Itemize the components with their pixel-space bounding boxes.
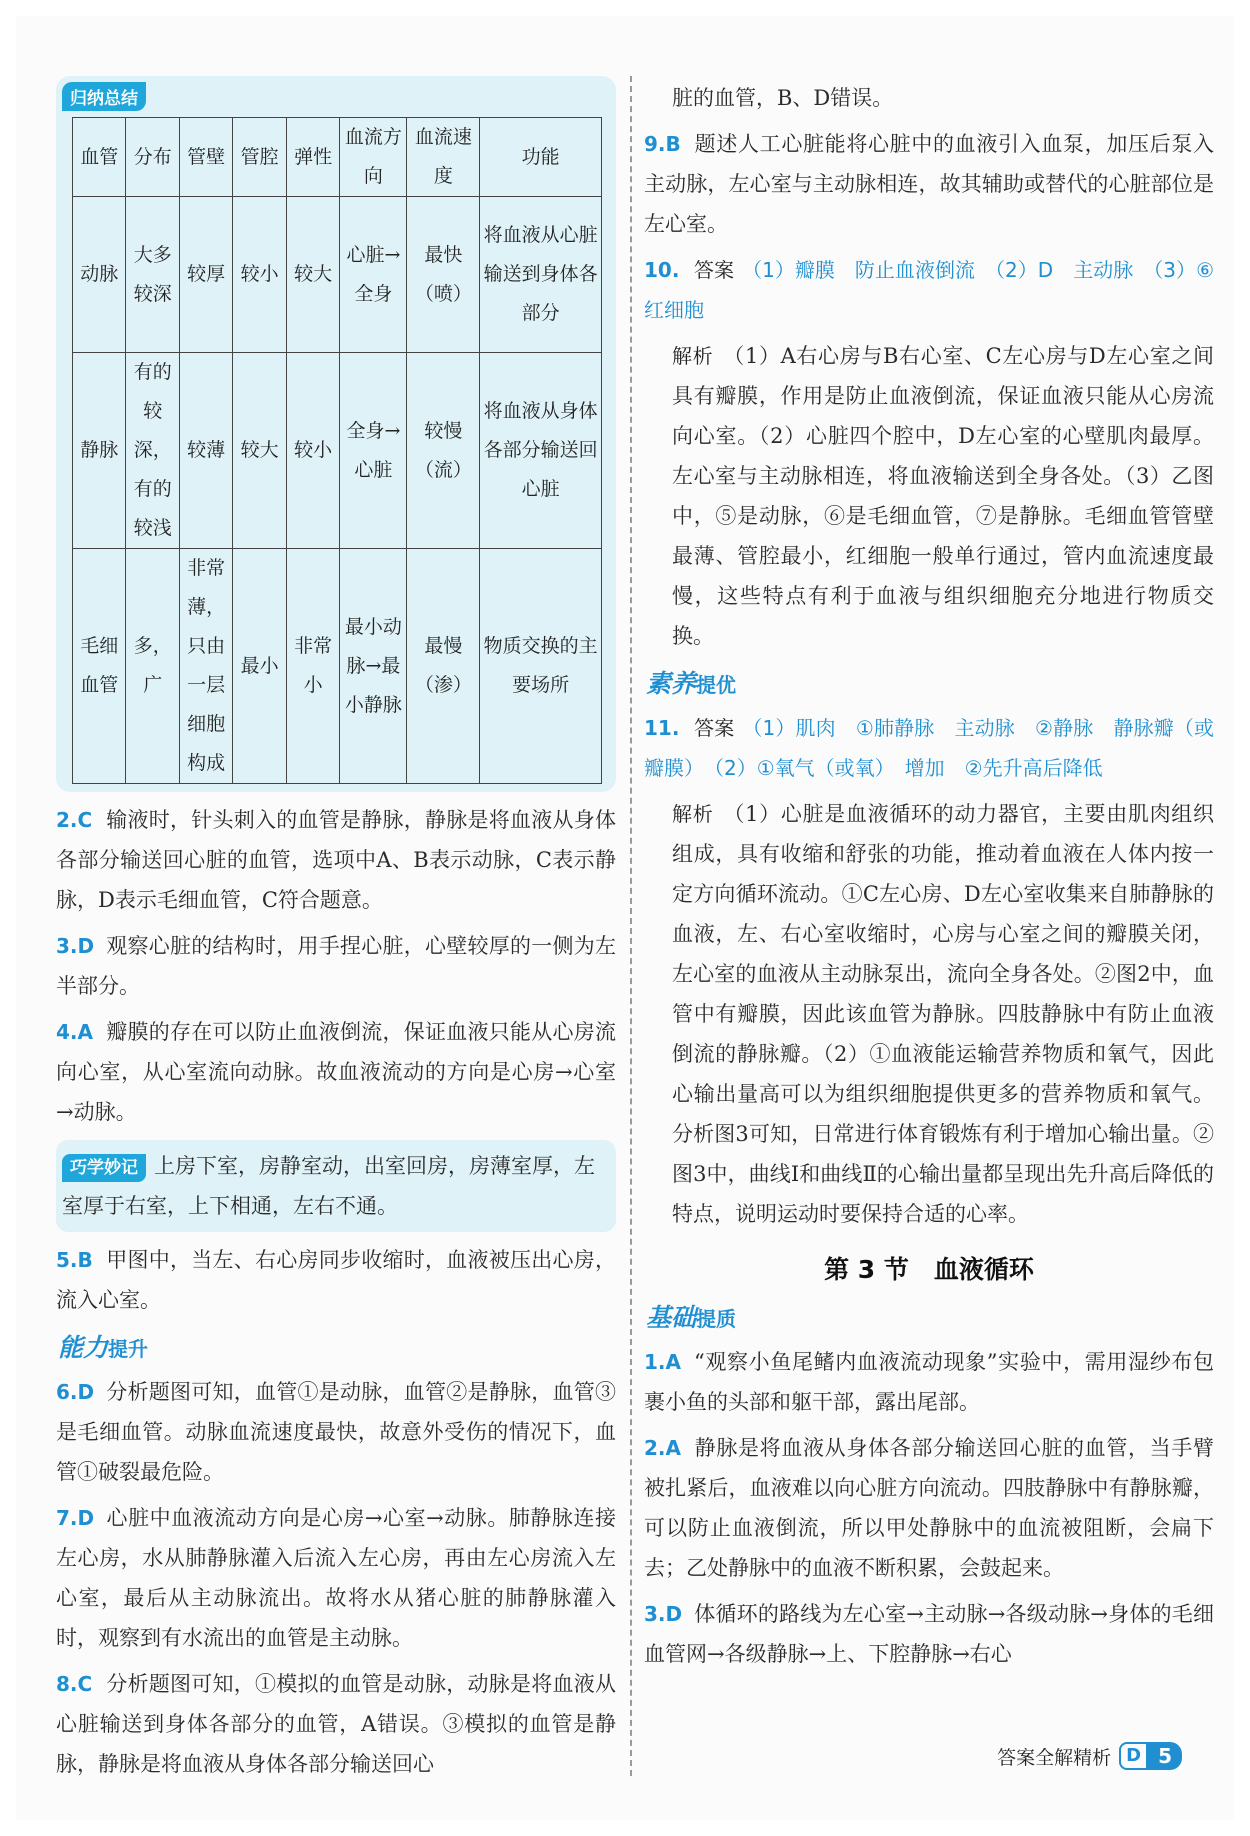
- table-header-cell: 血流方向: [340, 118, 407, 197]
- section-heading-literacy: [646, 664, 1214, 700]
- table-cell: 较小: [286, 353, 339, 549]
- table-cell: 较小: [233, 197, 286, 353]
- summary-tag: 归纳总结: [62, 82, 146, 111]
- memory-tip-text: 上房下室，房静室动，出室回房，房薄室厚，左室厚于右室，上下相通，左右不通。: [62, 1154, 595, 1218]
- memory-tip-box: [56, 1140, 616, 1232]
- table-cell: 较厚: [179, 197, 232, 353]
- table-cell: 动脉: [73, 197, 126, 353]
- table-row: [73, 197, 602, 353]
- page-number: 5: [1148, 1742, 1182, 1770]
- table-cell: 将血液从心脏输送到身体各部分: [480, 197, 602, 353]
- table-header-cell: 血管: [73, 118, 126, 197]
- table-row: [73, 353, 602, 549]
- table-header-cell: 弹性: [286, 118, 339, 197]
- analysis-11: [644, 794, 1214, 1234]
- page: [16, 16, 1234, 1820]
- table-cell: 最快（喷）: [407, 197, 480, 353]
- table-cell: 较大: [233, 353, 286, 549]
- footer-label: 答案全解精析: [997, 1746, 1112, 1769]
- answer-text: 静脉是将血液从身体各部分输送回心脏的血管，当手臂被扎紧后，血液难以向心脏方向流动。四肢静脉中有静脉瓣，可以防止血液倒流，所以甲处静脉中的血流被阻断，会扁下去；乙处静脉中的血液不断积累，会鼓起来。: [644, 1436, 1214, 1580]
- analysis-label: 解析: [672, 344, 714, 368]
- answer-label: 答案: [694, 258, 735, 282]
- table-header-cell: 功能: [480, 118, 602, 197]
- answer-number: 10.: [644, 258, 680, 282]
- table-cell: 非常薄，只由一层细胞构成: [179, 549, 232, 784]
- table-cell: 最慢（渗）: [407, 549, 480, 784]
- table-cell: 最小: [233, 549, 286, 784]
- table-row: [73, 549, 602, 784]
- summary-box: [56, 76, 616, 792]
- answer-text: “观察小鱼尾鳍内血液流动现象”实验中，需用湿纱布包裹小鱼的头部和躯干部，露出尾部。: [644, 1350, 1214, 1414]
- answer-number: 4.A: [56, 1020, 93, 1044]
- answer-number: 3.D: [56, 934, 95, 958]
- answer-number: 9.B: [644, 132, 681, 156]
- summary-table: [72, 117, 602, 784]
- answer-text: 甲图中，当左、右心房同步收缩时，血液被压出心房，流入心室。: [56, 1248, 616, 1312]
- table-cell: 最小动脉→最小静脉: [340, 549, 407, 784]
- table-cell: 多，广: [126, 549, 179, 784]
- answer-text: 题述人工心脏能将心脏中的血液引入血泵，加压后泵入主动脉，左心室与主动脉相连，故其辅助或替代的心脏部位是左心室。: [644, 132, 1214, 236]
- section-heading-main: 基础: [646, 1303, 697, 1332]
- table-cell: 毛细血管: [73, 549, 126, 784]
- answer-number: 7.D: [56, 1506, 95, 1530]
- continued-text: 脏的血管，B、D错误。: [672, 86, 894, 110]
- answer-number: 1.A: [644, 1350, 681, 1374]
- answer-number: 2.A: [644, 1436, 681, 1460]
- table-cell: 物质交换的主要场所: [480, 549, 602, 784]
- answer-item: [56, 1664, 616, 1784]
- table-header-cell: 血流速度: [407, 118, 480, 197]
- answer-label: 答案: [694, 716, 735, 740]
- memory-tip-tag: 巧学妙记: [62, 1154, 146, 1182]
- answer-value: （1）瓣膜 防止血液倒流 （2）D 主动脉 （3）⑥ 红细胞: [644, 258, 1234, 322]
- column-divider: [630, 76, 632, 1776]
- answer-text: 分析题图可知，血管①是动脉，血管②是静脉，血管③是毛细血管。动脉血流速度最快，故意外受伤的情况下，血管①破裂最危险。: [56, 1380, 616, 1484]
- answer-item: [56, 1240, 616, 1320]
- answer-text: 分析题图可知，①模拟的血管是动脉，动脉是将血液从心脏输送到身体各部分的血管，A错误。③模拟的血管是静脉，静脉是将血液从身体各部分输送回心: [56, 1672, 616, 1776]
- answer-number: 8.C: [56, 1672, 93, 1696]
- table-header-cell: 分布: [126, 118, 179, 197]
- analysis-10: [644, 336, 1214, 656]
- section-heading-sub: 提优: [696, 673, 737, 697]
- answer-text: 观察心脏的结构时，用手捏心脏，心壁较厚的一侧为左半部分。: [56, 934, 616, 998]
- table-cell: 全身→心脏: [340, 353, 407, 549]
- analysis-text: （1）心脏是血液循环的动力器官，主要由肌肉组织组成，具有收缩和舒张的功能，推动着血液在人体内按一定方向循环流动。①C左心房、D左心室收集来自肺静脉的血液，左、右心室收缩时，心房与心室之间的瓣膜关闭，左心室的血液从主动脉泵出，流向全身各处。②图2中，血管中有瓣膜，因此该血管为静脉。四肢静脉中有防止血液倒流的静脉瓣。（2）①血液能运输营养物质和氧气，因此心输出量高可以为组织细胞提供更多的营养物质和氧气。分析图3可知，日常进行体育锻炼有利于增加心输出量。②图3中，曲线Ⅰ和曲线Ⅱ的心输出量都呈现出先升高后降低的特点，说明运动时要保持合适的心率。: [672, 802, 1215, 1226]
- answer-text: 心脏中血液流动方向是心房→心室→动脉。肺静脉连接左心房，水从肺静脉灌入后流入左心房，再由左心房流入左心室，最后从主动脉流出。故将水从猪心脏的肺静脉灌入时，观察到有水流出的血管是主动脉。: [56, 1506, 616, 1650]
- answer-item: [644, 124, 1214, 244]
- answer-item: [56, 926, 616, 1006]
- section-heading-main: 能力: [58, 1333, 109, 1362]
- table-cell: 非常小: [286, 549, 339, 784]
- table-cell: 较慢（流）: [407, 353, 480, 549]
- table-header-cell: 管壁: [179, 118, 232, 197]
- right-column: [644, 78, 1234, 1680]
- page-footer: [997, 1742, 1182, 1770]
- answer-item-11: [644, 708, 1214, 788]
- left-column: [56, 76, 616, 1790]
- footer-badge: D: [1119, 1742, 1148, 1770]
- answer-value: （1）肌肉 ①肺静脉 主动脉 ②静脉 静脉瓣（或瓣膜） （2）①氧气（或氧） 增加 ②先升高后降低: [644, 716, 1215, 780]
- section-heading-ability: [58, 1328, 616, 1364]
- table-header-cell: 管腔: [233, 118, 286, 197]
- table-cell: 将血液从身体各部分输送回心脏: [480, 353, 602, 549]
- table-cell: 较大: [286, 197, 339, 353]
- answer-item: [644, 1342, 1214, 1422]
- answer-text: 体循环的路线为左心室→主动脉→各级动脉→身体的毛细血管网→各级静脉→上、下腔静脉→右心: [644, 1602, 1214, 1666]
- answer-number: 3.D: [644, 1602, 683, 1626]
- answer-number: 2.C: [56, 808, 93, 832]
- answer-item: [56, 1372, 616, 1492]
- answer-item: [56, 1498, 616, 1658]
- analysis-label: 解析: [672, 802, 714, 826]
- answer-item: [644, 1594, 1214, 1674]
- section-heading-basic: [646, 1298, 1214, 1334]
- answer-number: 11.: [644, 716, 680, 740]
- chapter-title: 第 3 节 血液循环: [824, 1255, 1034, 1284]
- table-cell: 大多较深: [126, 197, 179, 353]
- answer-item: [56, 800, 616, 920]
- answer-text: 瓣膜的存在可以防止血液倒流，保证血液只能从心房流向心室，从心室流向动脉。故血液流动的方向是心房→心室→动脉。: [56, 1020, 616, 1124]
- analysis-text: （1）A右心房与B右心室、C左心房与D左心室之间具有瓣膜，作用是防止血液倒流，保证血液只能从心房流向心室。（2）心脏四个腔中，D左心室的心壁肌肉最厚。左心室与主动脉相连，将血液输送到全身各处。（3）乙图中，⑤是动脉，⑥是毛细血管，⑦是静脉。毛细血管管壁最薄、管腔最小，红细胞一般单行通过，管内血流速度最慢，这些特点有利于血液与组织细胞充分地进行物质交换。: [672, 344, 1214, 648]
- table-cell: 有的较深，有的较浅: [126, 353, 179, 549]
- table-cell: 静脉: [73, 353, 126, 549]
- answer-item: [644, 1428, 1214, 1588]
- section-heading-sub: 提升: [108, 1337, 149, 1361]
- answer-text: 输液时，针头刺入的血管是静脉，静脉是将血液从身体各部分输送回心脏的血管，选项中A、B表示动脉，C表示静脉，D表示毛细血管，C符合题意。: [56, 808, 616, 912]
- section-heading-main: 素养: [646, 669, 697, 698]
- answer-item-10: [644, 250, 1234, 330]
- section-heading-sub: 提质: [696, 1307, 737, 1331]
- left-answers-1: [56, 800, 616, 1132]
- table-header-row: [73, 118, 602, 197]
- answer-number: 6.D: [56, 1380, 95, 1404]
- table-cell: 较薄: [179, 353, 232, 549]
- answer-number: 5.B: [56, 1248, 93, 1272]
- table-cell: 心脏→全身: [340, 197, 407, 353]
- answer-item: [56, 1012, 616, 1132]
